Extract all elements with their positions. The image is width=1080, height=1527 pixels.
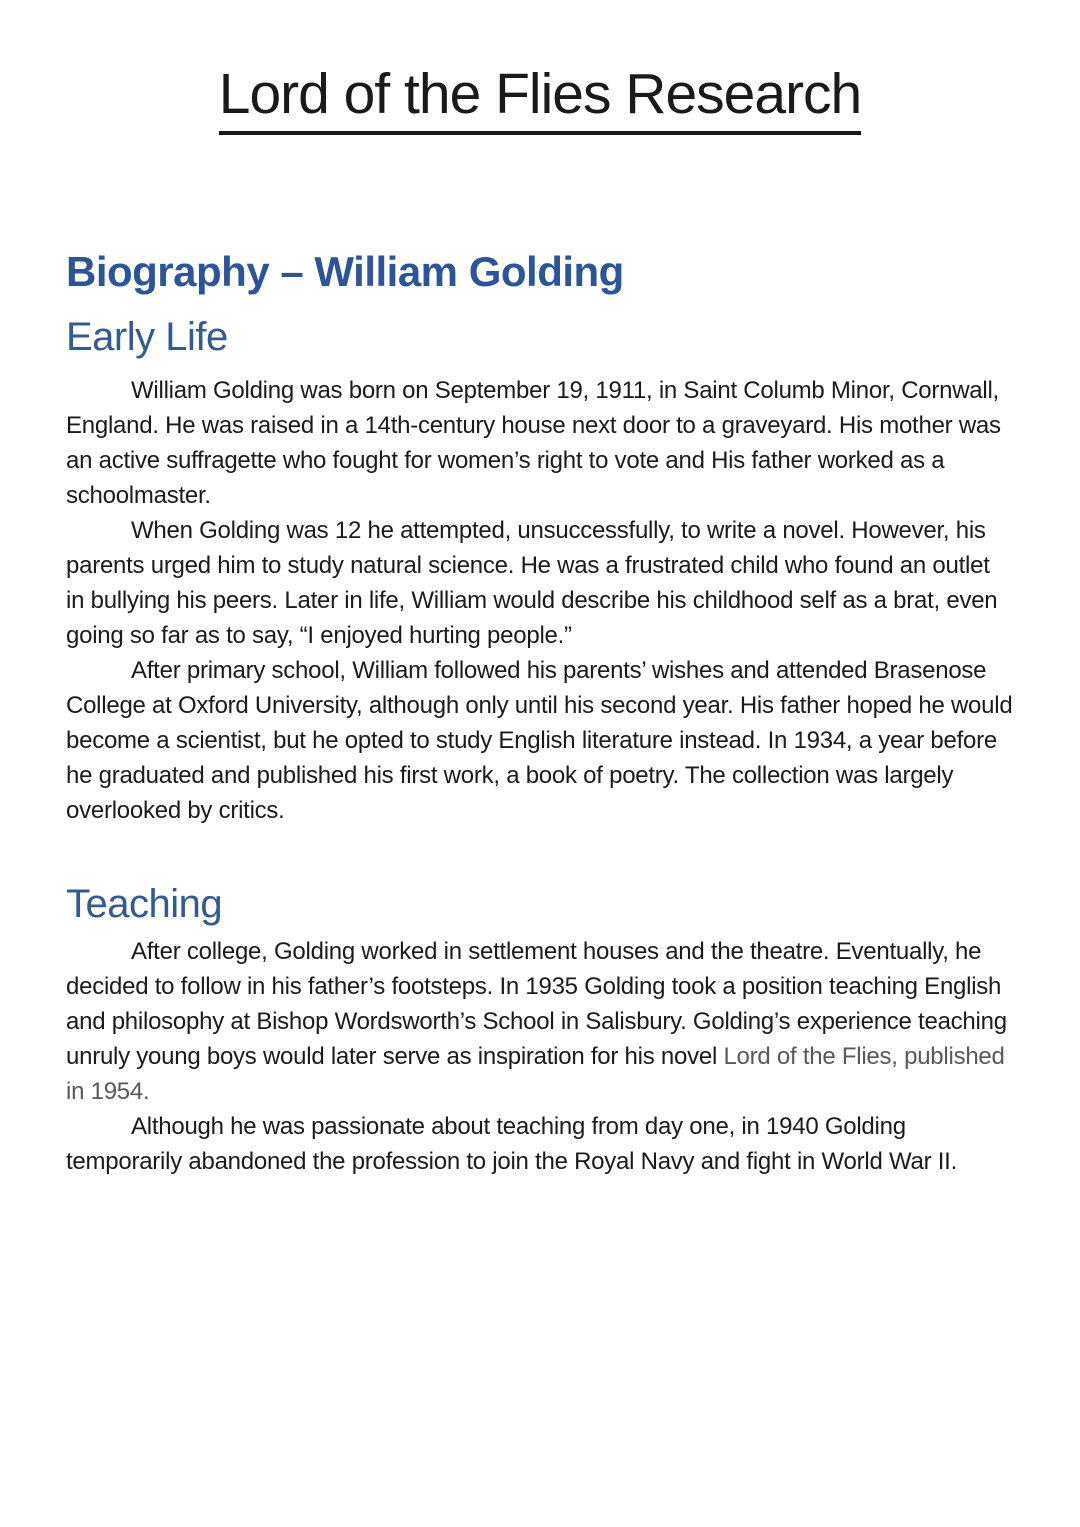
- section-teaching-body: [66, 934, 1014, 1179]
- section-heading-early-life: Early Life: [66, 315, 228, 359]
- main-heading-biography: Biography – William Golding: [66, 248, 624, 295]
- section-heading-teaching: Teaching: [66, 882, 223, 926]
- document-title-text: Lord of the Flies Research: [219, 60, 862, 135]
- document-title: [66, 60, 1014, 135]
- paragraph-teaching-career-text: After college, Golding worked in settlement houses and the theatre. Eventually, he decided to follow in his father’s footsteps. In 1935 Golding took a position teaching English and philosophy at Bishop Wordsworth’s School in Salisbury. Golding’s experience teaching unruly young boys would later serve as inspiration for his novel: [66, 938, 1007, 1070]
- paragraph-childhood: When Golding was 12 he attempted, unsuccessfully, to write a novel. However, his parents urged him to study natural science. He was a frustrated child who found an outlet in bullying his peers. Later in life, William would describe his childhood self as a brat, even going so far as to say, “I enjoyed hurting people.”: [66, 517, 998, 649]
- paragraph-teaching-career: [66, 934, 1014, 1109]
- section-early-life-body: [66, 373, 1014, 828]
- paragraph-royal-navy: Although he was passionate about teaching from day one, in 1940 Golding temporarily abandoned the profession to join the Royal Navy and fight in World War II.: [66, 1113, 957, 1175]
- paragraph-college: After primary school, William followed his parents’ wishes and attended Brasenose College at Oxford University, although only until his second year. His father hoped he would become a scientist, but he opted to study English literature instead. In 1934, a year before he graduated and published his first work, a book of poetry. The collection was largely overlooked by critics.: [66, 657, 1013, 824]
- paragraph-teaching-career-muted-text: Lord of the Flies, published in 1954.: [66, 1043, 1005, 1105]
- paragraph-birth: William Golding was born on September 19, 1911, in Saint Columb Minor, Cornwall, England. He was raised in a 14th-century house next door to a graveyard. His mother was an active suffragette who fought for women’s right to vote and His father worked as a schoolmaster.: [66, 377, 1001, 509]
